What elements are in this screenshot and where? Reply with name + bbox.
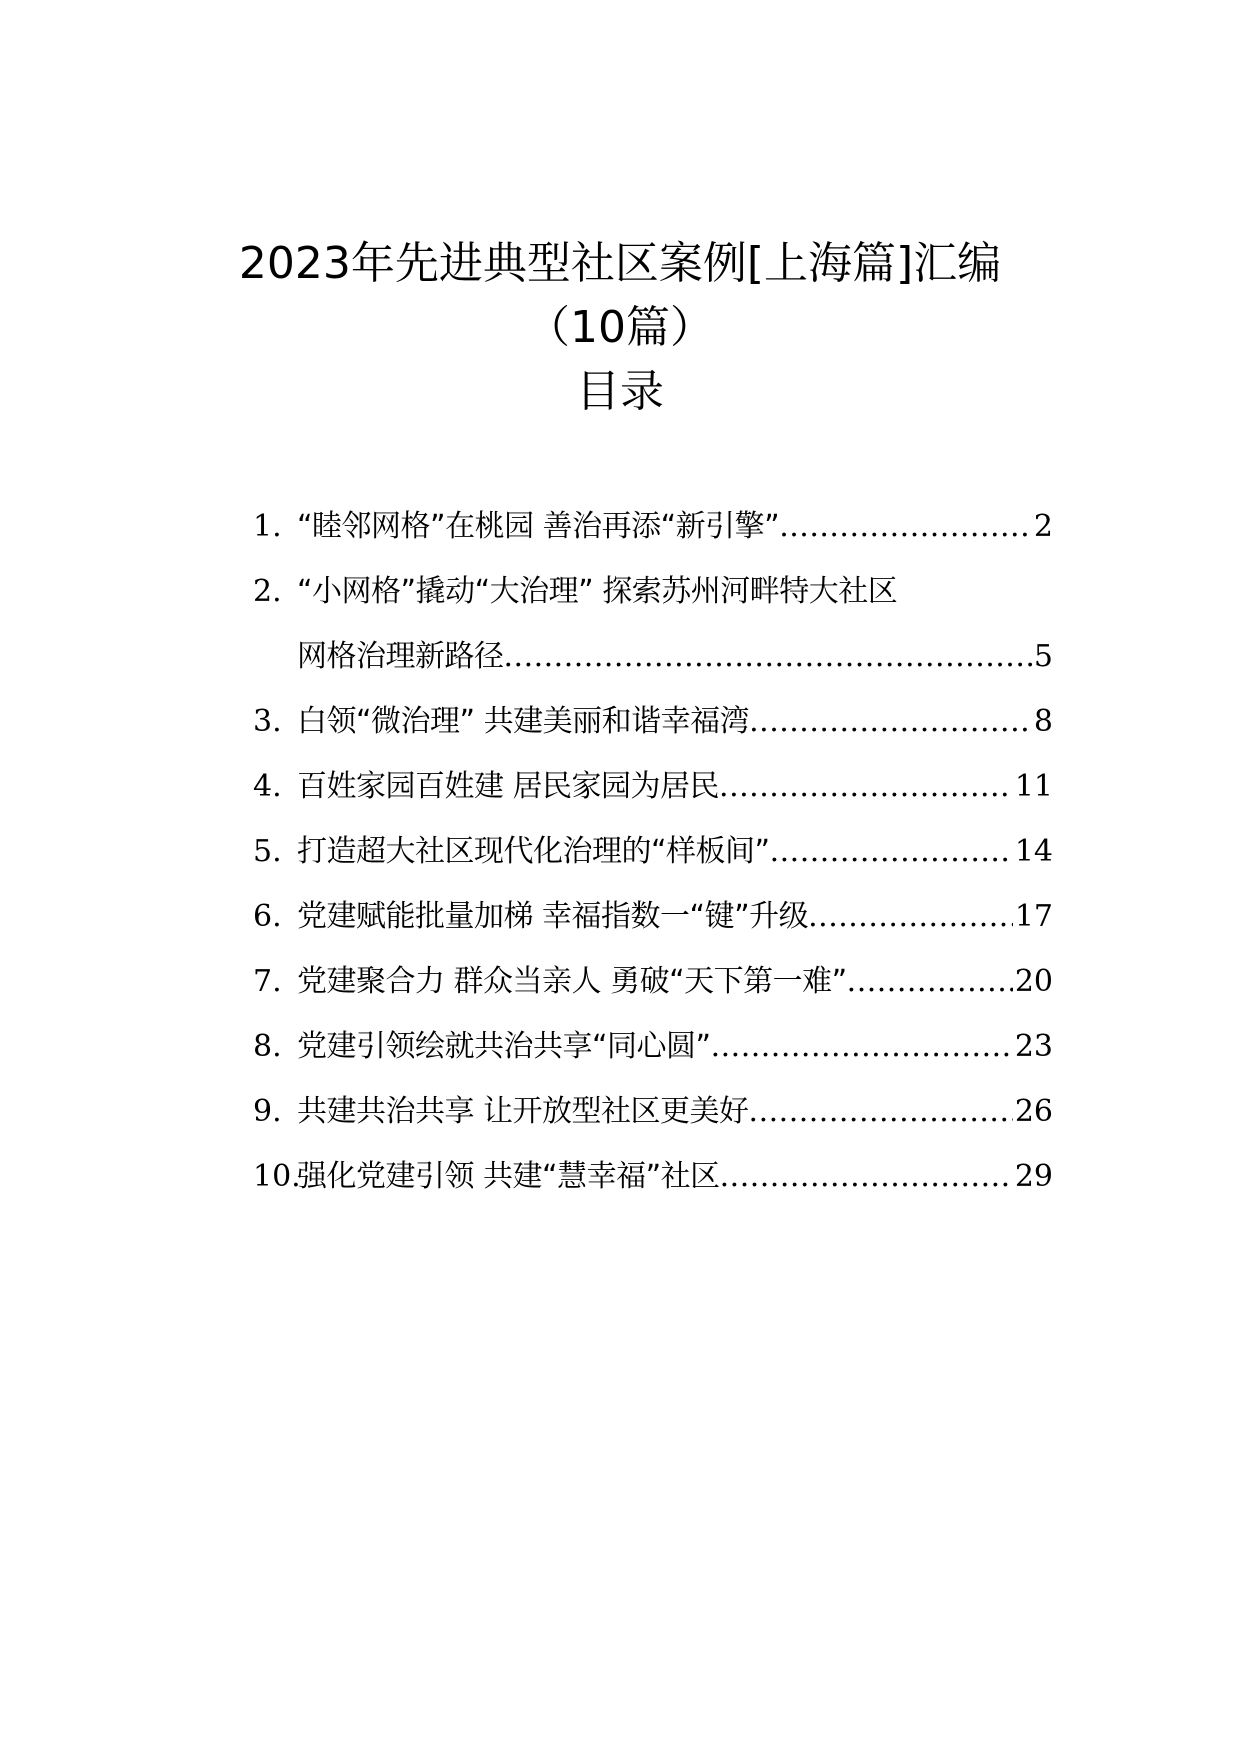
toc-entry-line bbox=[297, 819, 1053, 884]
toc-entry-line bbox=[297, 624, 1053, 689]
toc-entry[interactable] bbox=[253, 884, 1053, 949]
toc-page-number: 29 bbox=[1014, 1159, 1053, 1194]
toc-dot-leader bbox=[719, 754, 1013, 819]
toc-entry-title: 打造超大社区现代化治理的“样板间” bbox=[297, 834, 770, 869]
toc-entry-title: 党建聚合力 群众当亲人 勇破“天下第一难” bbox=[297, 964, 847, 999]
toc-entry-line bbox=[297, 949, 1053, 1014]
toc-entry-body bbox=[297, 1079, 1053, 1144]
toc-page-number: 17 bbox=[1014, 899, 1053, 934]
toc-dot-leader bbox=[749, 689, 1032, 754]
toc-entry-title: “小网格”撬动“大治理” 探索苏州河畔特大社区 bbox=[297, 574, 898, 609]
toc-entry-title: 党建赋能批量加梯 幸福指数一“键”升级 bbox=[297, 899, 809, 934]
toc-entry[interactable] bbox=[253, 949, 1053, 1014]
toc-entry-line bbox=[297, 494, 1053, 559]
toc-entry-title: 党建引领绘就共治共享“同心圆” bbox=[297, 1029, 711, 1064]
toc-entry[interactable] bbox=[253, 494, 1053, 559]
toc-dot-leader bbox=[711, 1014, 1013, 1079]
toc-entry-title: 强化党建引领 共建“慧幸福”社区 bbox=[297, 1159, 720, 1194]
toc-entry-line bbox=[297, 754, 1053, 819]
toc-entry[interactable] bbox=[253, 559, 1053, 689]
toc-dot-leader bbox=[749, 1079, 1013, 1144]
toc-entry[interactable] bbox=[253, 1079, 1053, 1144]
toc-entry-line bbox=[297, 1079, 1053, 1144]
toc-page-number: 20 bbox=[1014, 964, 1053, 999]
toc-entry-line bbox=[297, 1144, 1053, 1209]
toc-entry-title: 白领“微治理” 共建美丽和谐幸福湾 bbox=[297, 704, 750, 739]
toc-dot-leader bbox=[779, 494, 1032, 559]
toc-entry-number: 8. bbox=[253, 1029, 282, 1064]
toc-entry-body bbox=[297, 1144, 1053, 1209]
toc-entry-number: 9. bbox=[253, 1094, 282, 1129]
toc-entry-number: 5. bbox=[253, 834, 282, 869]
document-title: 2023年先进典型社区案例[上海篇]汇编 bbox=[238, 238, 1002, 289]
toc-entry-body bbox=[297, 1014, 1053, 1079]
toc-dot-leader bbox=[720, 1144, 1013, 1209]
toc-entry-title: “睦邻网格”在桃园 善治再添“新引擎” bbox=[297, 509, 780, 544]
toc-entry-number: 6. bbox=[253, 899, 282, 934]
toc-page-number: 14 bbox=[1014, 834, 1053, 869]
toc-entry-body bbox=[297, 884, 1053, 949]
toc-entry-body bbox=[297, 559, 1053, 689]
toc-entry-number: 7. bbox=[253, 964, 282, 999]
title-block bbox=[0, 232, 1240, 424]
toc-dot-leader bbox=[770, 819, 1013, 884]
toc-entry-line bbox=[297, 559, 1053, 624]
toc-entry-number: 2. bbox=[253, 574, 282, 609]
toc-entry-body bbox=[297, 494, 1053, 559]
toc-entry-line bbox=[297, 689, 1053, 754]
toc-page-number: 26 bbox=[1014, 1094, 1053, 1129]
toc-dot-leader bbox=[808, 884, 1013, 949]
toc-entry-body bbox=[297, 689, 1053, 754]
toc-entry-body bbox=[297, 754, 1053, 819]
toc-page-number: 8 bbox=[1033, 704, 1053, 739]
toc-entry[interactable] bbox=[253, 819, 1053, 884]
toc-dot-leader bbox=[504, 624, 1032, 689]
table-of-contents bbox=[253, 494, 1053, 1209]
toc-entry-number: 1. bbox=[253, 509, 282, 544]
toc-entry-title: 网格治理新路径 bbox=[297, 639, 504, 674]
toc-entry-title: 共建共治共享 让开放型社区更美好 bbox=[297, 1094, 749, 1129]
toc-entry-number: 4. bbox=[253, 769, 282, 804]
toc-entry-body bbox=[297, 819, 1053, 884]
toc-page-number: 23 bbox=[1014, 1029, 1053, 1064]
toc-entry-number: 10. bbox=[253, 1159, 301, 1194]
toc-entry[interactable] bbox=[253, 1144, 1053, 1209]
toc-page-number: 2 bbox=[1033, 509, 1053, 544]
toc-entry-number: 3. bbox=[253, 704, 282, 739]
toc-entry[interactable] bbox=[253, 1014, 1053, 1079]
toc-page-number: 11 bbox=[1014, 769, 1053, 804]
toc-heading: 目录 bbox=[576, 366, 664, 417]
document-subtitle: （10篇） bbox=[526, 302, 714, 353]
toc-entry-line bbox=[297, 884, 1053, 949]
toc-entry[interactable] bbox=[253, 754, 1053, 819]
toc-entry-body bbox=[297, 949, 1053, 1014]
toc-page-number: 5 bbox=[1033, 639, 1053, 674]
toc-entry-line bbox=[297, 1014, 1053, 1079]
toc-entry-title: 百姓家园百姓建 居民家园为居民 bbox=[297, 769, 720, 804]
toc-entry[interactable] bbox=[253, 689, 1053, 754]
toc-dot-leader bbox=[847, 949, 1013, 1014]
